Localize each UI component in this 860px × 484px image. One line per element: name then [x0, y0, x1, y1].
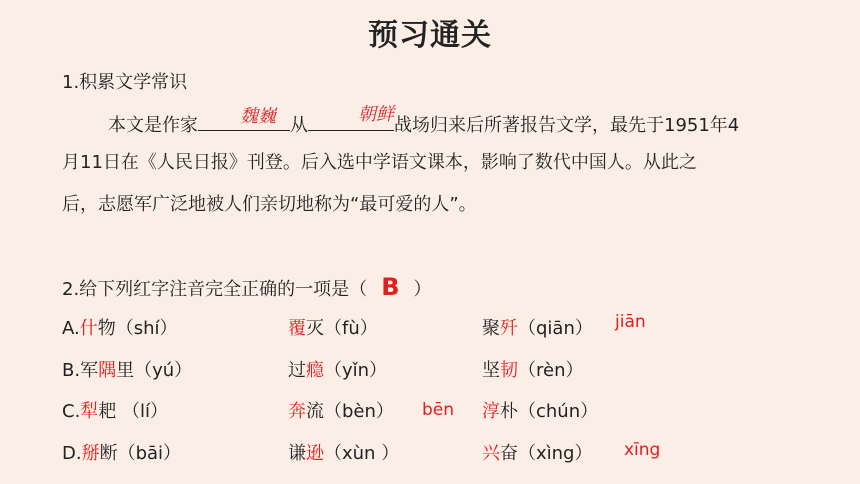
option-b-col3: 坚韧（rèn） [482, 360, 584, 381]
page-title: 预习通关 [368, 18, 492, 53]
q2-stem-b: ） [413, 279, 432, 300]
q1-line2: 月11日在《人民日报》刊登。后入选中学语文课本，影响了数代中国人。从此之 [62, 152, 697, 173]
option-b-col1: B.军隅里（yú） [62, 360, 193, 381]
option-b-col2: 过瘾（yǐn） [288, 360, 388, 381]
option-a-col2: 覆灭（fù） [288, 318, 378, 339]
option-a-col1: A.什物（shí） [62, 318, 178, 339]
q1-line1-b: 从 [290, 115, 308, 136]
q1-line1 [108, 110, 739, 139]
q2-stem-a: 2.给下列红字注音完全正确的一项是（ [62, 279, 368, 300]
option-d-correction: xīng [624, 440, 661, 460]
q1-line1-c: 战场归来后所著报告文学，最先于1951年4 [394, 115, 740, 136]
option-a-col3: 聚歼（qiān） [482, 318, 593, 339]
blank-place-answer: 朝鲜 [358, 104, 394, 125]
q1-line3: 后，志愿军广泛地被人们亲切地称为“最可爱的人”。 [62, 194, 477, 215]
option-a-correction: jiān [615, 312, 646, 332]
option-d-col2: 谦逊（xùn ） [288, 443, 400, 464]
q1-heading: 1.积累文学常识 [62, 72, 188, 93]
option-c-col1: C.犁耙 （lí） [62, 401, 169, 422]
q2-answer: B [381, 273, 400, 301]
option-c-col3: 淳朴（chún） [482, 401, 599, 422]
option-c-correction: bēn [422, 400, 455, 420]
blank-author-answer: 魏巍 [240, 106, 276, 127]
option-c-col2: 奔流（bèn） [288, 401, 394, 422]
option-d-col1: D.掰断（bāi） [62, 443, 182, 464]
q1-line1-a: 本文是作家 [108, 115, 198, 136]
q2-stem [62, 274, 431, 303]
option-d-col3: 兴奋（xìng） [482, 443, 593, 464]
